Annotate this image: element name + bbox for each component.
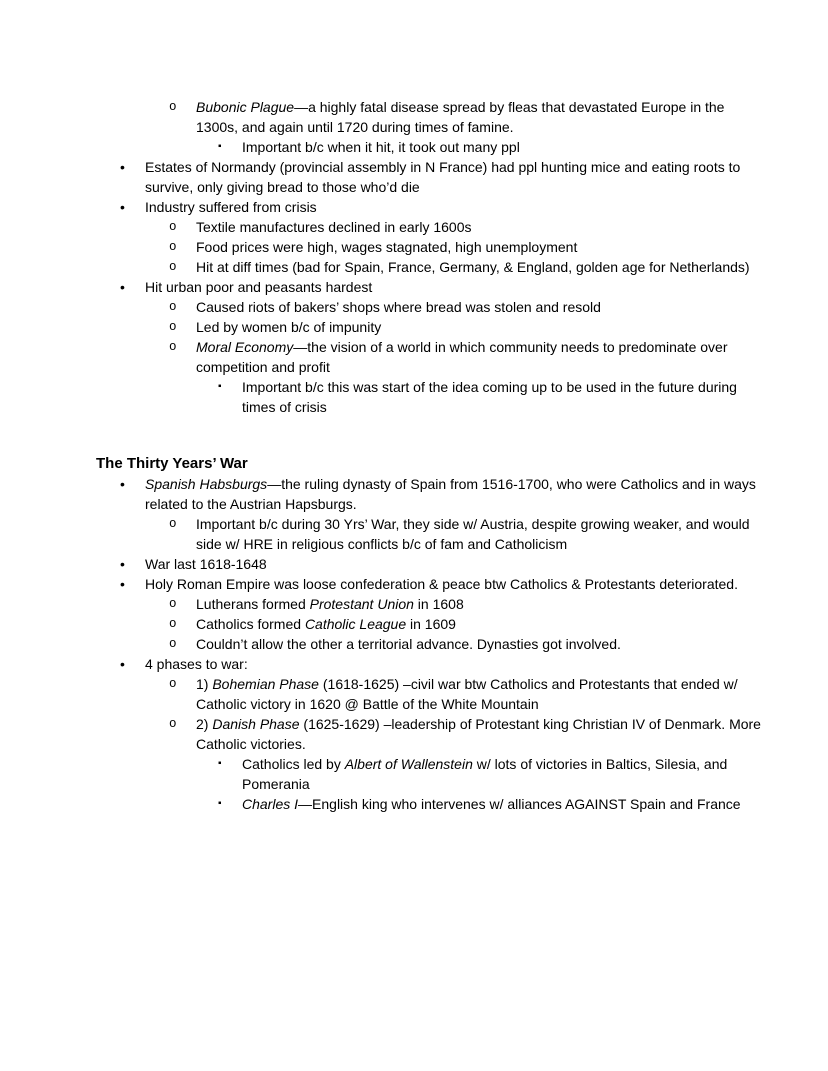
circle-marker: o	[169, 220, 177, 234]
list-item-text	[196, 297, 762, 317]
list-item-text	[196, 714, 762, 754]
list-item	[96, 377, 762, 417]
text-run: —the ruling dynasty of Spain from 1516-1700, who were Catholics and in ways related to the Austrian Hapsburgs.	[145, 476, 756, 512]
square-marker: ▪	[218, 141, 222, 152]
text-run: Important b/c during 30 Yrs’ War, they side w/ Austria, despite growing weaker, and would side w/ HRE in religious conflicts b/c of fam and Catholicism	[196, 516, 750, 552]
text-run: —a highly fatal disease spread by fleas that devastated Europe in the 1300s, and again until 1720 during times of famine.	[196, 99, 725, 135]
list-item	[96, 634, 762, 654]
text-run: —the vision of a world in which community needs to predominate over competition and profit	[196, 339, 728, 375]
list-item	[96, 514, 762, 554]
text-run: in 1608	[413, 596, 464, 612]
text-run: Industry suffered from crisis	[145, 199, 317, 215]
italic-text-run: Catholic League	[304, 616, 407, 632]
list-item-text	[196, 337, 762, 377]
list-item	[96, 277, 762, 297]
italic-text-run: Protestant Union	[309, 596, 414, 612]
italic-text-run: Danish Phase	[212, 716, 300, 732]
text-run: Hit at diff times (bad for Spain, France, Germany, & England, golden age for Netherlands)	[196, 259, 750, 275]
list-item-text	[196, 614, 762, 634]
section	[96, 97, 762, 417]
list-item	[96, 714, 762, 754]
list-item	[96, 97, 762, 137]
circle-marker: o	[169, 637, 177, 651]
text-run: (1618-1625) –civil war btw Catholics and Protestants that ended w/ Catholic victory in 1620 @ Battle of the White Mountain	[196, 676, 738, 712]
circle-marker: o	[169, 677, 177, 691]
list-item	[96, 317, 762, 337]
list-item	[96, 217, 762, 237]
list-item	[96, 297, 762, 317]
list-item-text	[145, 197, 762, 217]
italic-text-run: Albert of Wallenstein	[344, 756, 473, 772]
list-item	[96, 674, 762, 714]
list-item-text	[145, 654, 762, 674]
list-item	[96, 754, 762, 794]
list-item-text	[196, 97, 762, 137]
list-item-text	[145, 574, 762, 594]
list-item-text	[242, 137, 762, 157]
text-run: Textile manufactures declined in early 1600s	[196, 219, 472, 235]
text-run: Led by women b/c of impunity	[196, 319, 382, 335]
list-item-text	[145, 474, 762, 514]
text-run: Food prices were high, wages stagnated, high unemployment	[196, 239, 578, 255]
list-item-text	[196, 514, 762, 554]
list-item	[96, 337, 762, 377]
text-run: Caused riots of bakers’ shops where bread was stolen and resold	[196, 299, 601, 315]
list-item-text	[196, 257, 762, 277]
list-item	[96, 157, 762, 197]
circle-marker: o	[169, 260, 177, 274]
bullet-marker: •	[120, 656, 125, 672]
bullet-marker: •	[120, 476, 125, 492]
text-run: Hit urban poor and peasants hardest	[145, 279, 373, 295]
square-marker: ▪	[218, 381, 222, 392]
list-item	[96, 574, 762, 594]
list-item-text	[196, 634, 762, 654]
list-item-text	[196, 594, 762, 614]
circle-marker: o	[169, 240, 177, 254]
text-run: Catholics formed	[196, 616, 305, 632]
circle-marker: o	[169, 340, 177, 354]
circle-marker: o	[169, 617, 177, 631]
bullet-marker: •	[120, 556, 125, 572]
list-item-text	[196, 237, 762, 257]
text-run: Holy Roman Empire was loose confederation & peace btw Catholics & Protestants deteriorated.	[145, 576, 738, 592]
bullet-marker: •	[120, 576, 125, 592]
list-item	[96, 614, 762, 634]
text-run: (1625-1629) –leadership of Protestant king Christian IV of Denmark. More Catholic victories.	[196, 716, 761, 752]
list-item	[96, 554, 762, 574]
text-run: Couldn’t allow the other a territorial advance. Dynasties got involved.	[196, 636, 621, 652]
circle-marker: o	[169, 517, 177, 531]
text-run: w/ lots of victories in Baltics, Silesia, and Pomerania	[242, 756, 728, 792]
italic-text-run: Charles I	[242, 796, 299, 812]
list-item-text	[145, 277, 762, 297]
list-item-text	[196, 217, 762, 237]
list-item-text	[242, 794, 762, 814]
text-run: Estates of Normandy (provincial assembly in N France) had ppl hunting mice and eating roots to survive, only giving bread to those who’d die	[145, 159, 741, 195]
circle-marker: o	[169, 300, 177, 314]
text-run: 4 phases to war:	[145, 656, 248, 672]
italic-text-run: Moral Economy	[196, 339, 294, 355]
list-item	[96, 474, 762, 514]
italic-text-run: Spanish Habsburgs	[145, 476, 268, 492]
text-run: 2)	[196, 716, 213, 732]
circle-marker: o	[169, 597, 177, 611]
list-item	[96, 594, 762, 614]
list-item-text	[145, 157, 762, 197]
list-item-text	[145, 554, 762, 574]
italic-text-run: Bubonic Plague	[196, 99, 295, 115]
text-run: Lutherans formed	[196, 596, 310, 612]
bullet-marker: •	[120, 279, 125, 295]
bullet-marker: •	[120, 199, 125, 215]
bullet-marker: •	[120, 159, 125, 175]
section	[96, 454, 762, 814]
square-marker: ▪	[218, 798, 222, 809]
text-run: —English king who intervenes w/ alliances AGAINST Spain and France	[298, 796, 741, 812]
circle-marker: o	[169, 320, 177, 334]
list-item-text	[242, 377, 762, 417]
circle-marker: o	[169, 717, 177, 731]
section-heading: The Thirty Years’ War	[96, 455, 248, 472]
list-item	[96, 137, 762, 157]
list-item	[96, 257, 762, 277]
list-item	[96, 794, 762, 814]
list-item	[96, 654, 762, 674]
text-run: Important b/c this was start of the idea coming up to be used in the future during times of crisis	[242, 379, 737, 415]
italic-text-run: Bohemian Phase	[212, 676, 319, 692]
text-run: in 1609	[406, 616, 456, 632]
document-body	[96, 97, 762, 814]
list-item-text	[196, 674, 762, 714]
square-marker: ▪	[218, 758, 222, 769]
text-run: Important b/c when it hit, it took out many ppl	[242, 139, 520, 155]
text-run: Catholics led by	[242, 756, 345, 772]
list-item-text	[196, 317, 762, 337]
text-run: War last 1618-1648	[145, 556, 267, 572]
list-item	[96, 237, 762, 257]
list-item-text	[242, 754, 762, 794]
circle-marker: o	[169, 100, 177, 114]
text-run: 1)	[196, 676, 213, 692]
list-item	[96, 197, 762, 217]
